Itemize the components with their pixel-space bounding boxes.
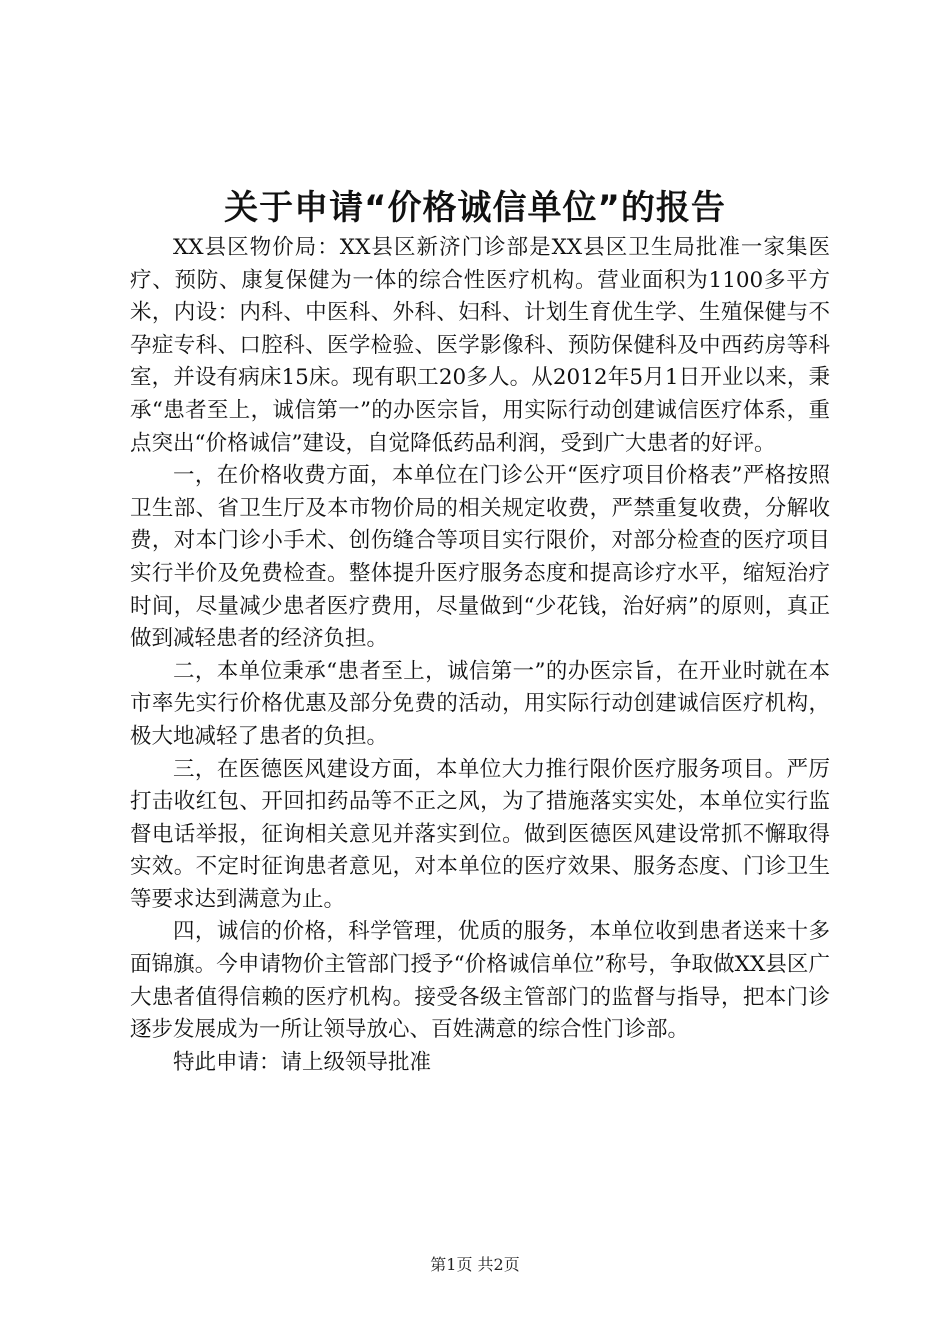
paragraph-closing: 特此申请：请上级领导批准 <box>173 1049 432 1075</box>
paragraph-integrity: 二，本单位秉承“患者至上，诚信第一”的办医宗旨，在开业时就在本市率先实行价格优惠及部分免费的活动，用实际行动创建诚信医疗机构，极大地减轻了患者的负担。 <box>130 658 830 749</box>
paragraph-application: 四，诚信的价格，科学管理，优质的服务，本单位收到患者送来十多面锦旗。今申请物价主管部门授予“价格诚信单位”称号，争取做XX县区广大患者值得信赖的医疗机构。接受各级主管部门的监督与指导，把本门诊逐步发展成为一所让领导放心、百姓满意的综合性门诊部。 <box>130 919 830 1043</box>
document-title: 关于申请“价格诚信单位”的报告 <box>224 188 726 228</box>
paragraph-pricing: 一，在价格收费方面，本单位在门诊公开“医疗项目价格表”严格按照卫生部、省卫生厅及本市物价局的相关规定收费，严禁重复收费，分解收费，对本门诊小手术、创伤缝合等项目实行限价，对部分检查的医疗项目实行半价及免费检查。整体提升医疗服务态度和提高诊疗水平，缩短治疗时间，尽量减少患者医疗费用，尽量做到“少花钱，治好病”的原则，真正做到减轻患者的经济负担。 <box>130 463 830 652</box>
paragraph-ethics: 三，在医德医风建设方面，本单位大力推行限价医疗服务项目。严厉打击收红包、开回扣药品等不正之风，为了措施落实实处，本单位实行监督电话举报，征询相关意见并落实到位。做到医德医风建设常抓不懈取得实效。不定时征询患者意见，对本单位的医疗效果、服务态度、门诊卫生等要求达到满意为止。 <box>130 756 830 912</box>
document-body <box>130 232 830 1079</box>
paragraph-intro: XX县区物价局：XX县区新济门诊部是XX县区卫生局批准一家集医疗、预防、康复保健为一体的综合性医疗机构。营业面积为1100多平方米，内设：内科、中医科、外科、妇科、计划生育优生学、生殖保健与不孕症专科、口腔科、医学检验、医学影像科、预防保健科及中西药房等科室，并设有病床15床。现有职工20多人。从2012年5月1日开业以来，秉承“患者至上，诚信第一”的办医宗旨，用实际行动创建诚信医疗体系，重点突出“价格诚信”建设，自觉降低药品利润，受到广大患者的好评。 <box>130 235 830 456</box>
page-number: 第1页 共2页 <box>430 1255 520 1274</box>
